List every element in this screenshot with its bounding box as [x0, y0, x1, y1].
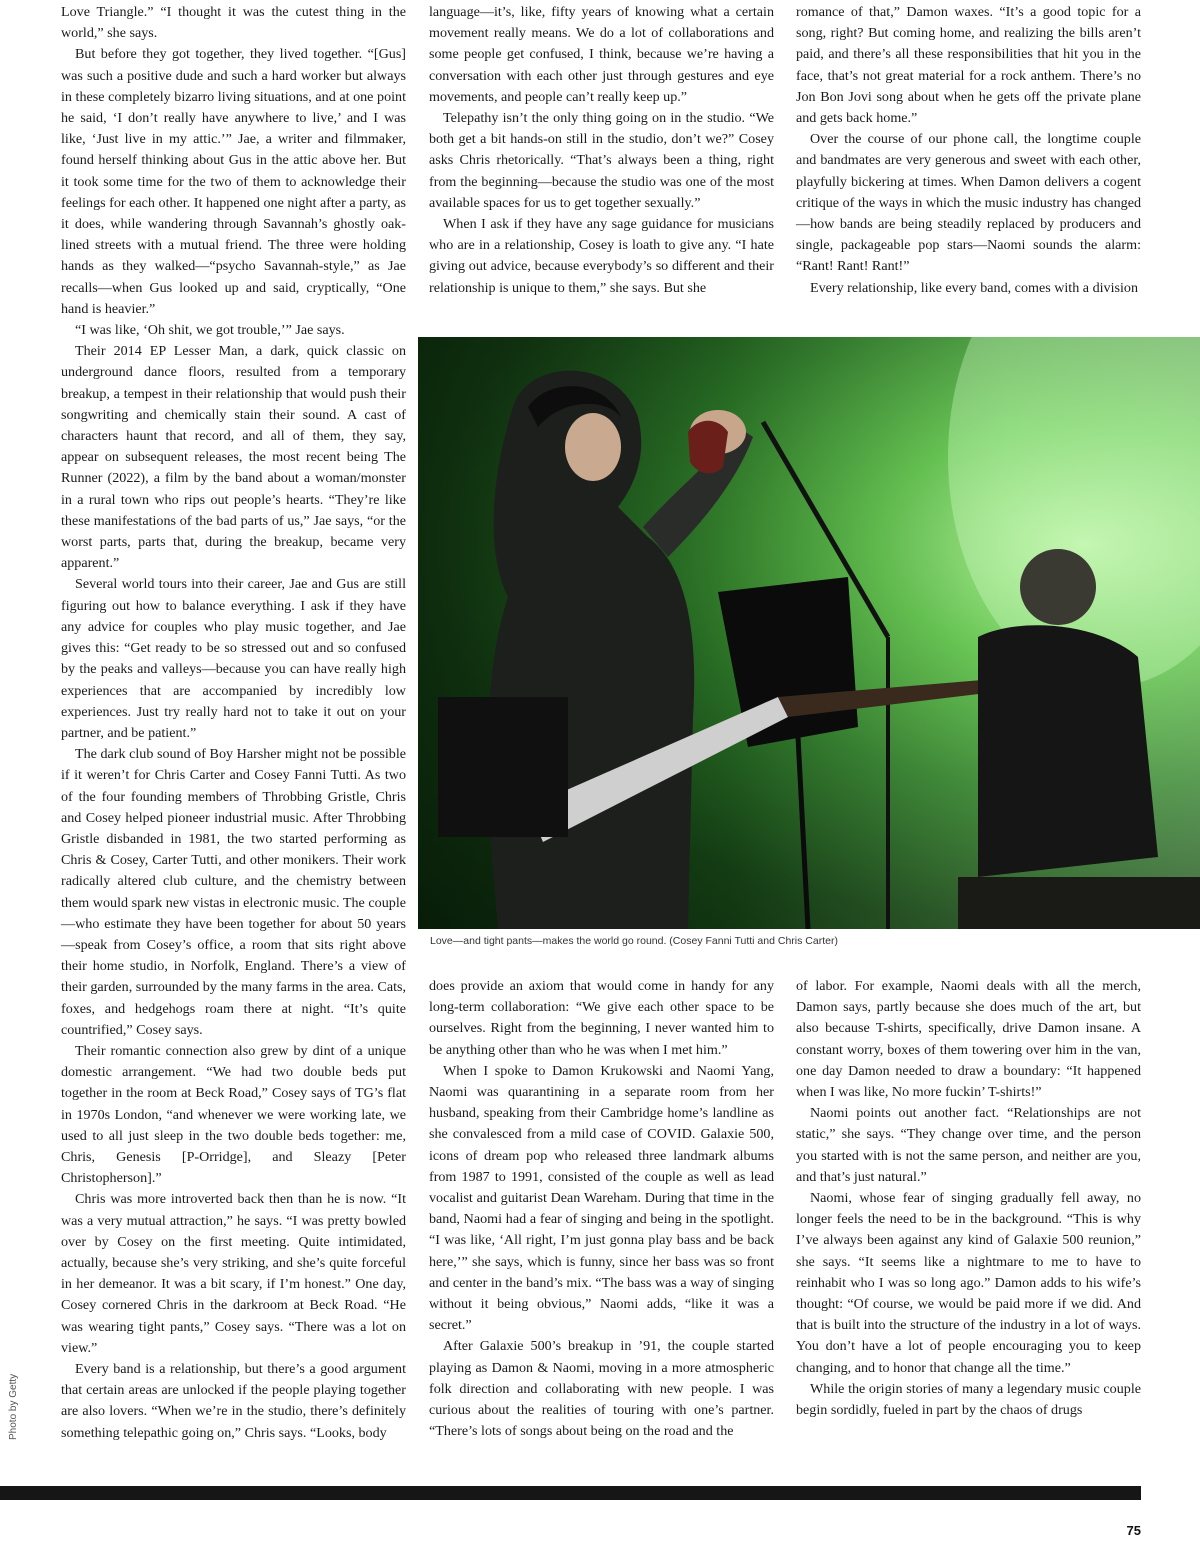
paragraph: While the origin stories of many a legendary music couple begin sordidly, fueled in part by the chaos of drugs — [796, 1380, 1141, 1419]
keyboardist-head — [1020, 549, 1096, 625]
column-2-bottom — [429, 976, 774, 1442]
amplifier — [438, 697, 568, 837]
paragraph: When I spoke to Damon Krukowski and Naomi Yang, Naomi was quarantining in a separate room from her husband, speaking from their Cambridge home’s landline as she convalesced from a mild case of COVID. Galaxie 500, icons of dream pop who released three landmark albums from 1987 to 1991, consisted of the couple as well as lead vocalist and guitarist Dean Wareham. During that time in the band, Naomi had a fear of singing and being in the spotlight. “I was like, ‘All right, I’m just gonna play bass and be back here,’” she says, which is funny, since her bass was so front and center in the band’s mix. “The bass was a way of singing without it being obvious,” Naomi adds, “like it was a secret.” — [429, 1062, 774, 1334]
photo-caption: Love—and tight pants—makes the world go round. (Cosey Fanni Tutti and Chris Carter) — [430, 935, 838, 947]
paragraph: Every band is a relationship, but there’s a good argument that certain areas are unlocked if the people playing together are also lovers. “When we’re in the studio, there’s definitely something telepathic going on,” Chris says. “Looks, body — [61, 1361, 406, 1441]
paragraph: does provide an axiom that would come in handy for any long-term collaboration: “We give each other space to be ourselves. Right from the beginning, I never wanted him to be anything other than who he was when I met him.” — [429, 978, 774, 1058]
page-number: 75 — [1126, 1523, 1141, 1538]
paragraph: Naomi points out another fact. “Relationships are not static,” she says. “They change over time, and the person you started with is not the same person, and neither are you, and that’s just natural.” — [796, 1105, 1141, 1185]
paragraph: “I was like, ‘Oh shit, we got trouble,’” Jae says. — [75, 322, 345, 339]
paragraph: Their 2014 EP Lesser Man, a dark, quick classic on underground dance floors, resulted from a temporary breakup, a tempest in their relationship that would push their songwriting and chemically stain their sound. A cast of characters haunt that record, and all of them, they say, appear on subsequent releases, the most recent being The Runner (2022), a film by the band about a woman/monster in a rural town who rips out people’s hearts. “They’re like these manifestations of the bad parts of us,” Jae says, “or the worst parts, parts that, during the breakup, became very apparent.” — [61, 343, 406, 572]
paragraph: Over the course of our phone call, the longtime couple and bandmates are very generous and sweet with each other, playfully bickering at times. When Damon delivers a cogent critique of the ways in which the music industry has changed—how bands are being steadily replaced by producers and single, packageable pop stars—Naomi sounds the alarm: “Rant! Rant! Rant!” — [796, 131, 1141, 275]
paragraph: Their romantic connection also grew by dint of a unique domestic arrangement. “We had two double beds put together in the room at Beck Road,” Cosey says of TG’s flat in 1970s London, “and whenever we were working late, we used to all just sleep in the two double beds together: me, Chris, Genesis [P-Orridge], and Sleazy [Peter Christopherson].” — [61, 1042, 406, 1187]
paragraph: Every relationship, like every band, comes with a division — [810, 279, 1138, 296]
performers-illustration — [418, 337, 1200, 929]
column-2-top — [429, 2, 774, 299]
paragraph: romance of that,” Damon waxes. “It’s a good topic for a song, right? But coming home, and realizing the bills aren’t paid, and there’s all these responsibilities that hit you in the face, that’s not great material for a rock anthem. There’s no Jon Bon Jovi song about when he gets off the private plane and gets back home.” — [796, 4, 1141, 127]
paragraph: After Galaxie 500’s breakup in ’91, the couple started playing as Damon & Naomi, moving in a more atmospheric folk direction and collaborating with new people. I was curious about the realities of touring with one’s partner. “There’s lots of songs about being on the road and the — [429, 1338, 774, 1440]
paragraph: Chris was more introverted back then than he is now. “It was a very mutual attraction,” he says. “I was pretty bowled over by Cosey on the first meeting. Quite intimidated, actually, because she’s very striking, and she’s quite forceful in her demeanor. It was a bit scary, if I’m honest.” One day, Cosey cornered Chris in the darkroom at Beck Road. “He was wearing tight pants,” Cosey says. “There was a lot on view.” — [61, 1191, 406, 1356]
paragraph: Naomi, whose fear of singing gradually fell away, no longer feels the need to be in the background. “This is why I’ve always been against any kind of Galaxie 500 reunion,” she says. “It seems like a nightmare to me to have to reinhabit who I was so long ago.” Damon adds to his wife’s thought: “Of course, we would be paid more if we did. And that is built into the structure of the industry in a lot of ways. You don’t have a lot of people encouraging you to keep changing, and to honor that change all the time.” — [796, 1190, 1141, 1376]
synth-table — [958, 877, 1200, 929]
pocket-trumpet — [688, 421, 728, 474]
column-3-top — [796, 2, 1141, 299]
paragraph: When I ask if they have any sage guidance for musicians who are in a relationship, Cosey is loath to give any. “I hate giving out advice, because everybody’s so different and their relationship is unique to them,” she says. But she — [429, 216, 774, 296]
keyboardist-figure — [978, 625, 1158, 877]
paragraph: Love Triangle.” “I thought it was the cutest thing in the world,” she says. — [61, 4, 406, 42]
paragraph: Telepathy isn’t the only thing going on in the studio. “We both get a bit hands-on still in the studio, don’t we?” Cosey asks Chris rhetorically. “That’s always been a thing, right from the beginning—because the studio was one of the most available spaces for us to get together sexually.” — [429, 110, 774, 211]
paragraph: The dark club sound of Boy Harsher might not be possible if it weren’t for Chris Carter and Cosey Fanni Tutti. As two of the four founding members of Throbbing Gristle, Chris and Cosey helped pioneer industrial music. After Throbbing Gristle disbanded in 1981, the two started performing as Chris & Cosey, Carter Tutti, and other monikers. Their work radically altered club culture, and the chemistry between them would spark new vistas in electronic music. The couple—who estimate they have been together for about 50 years—speak from Cosey’s office, a room that sits right above their home studio, in Norfolk, England. There’s a view of their garden, surrounded by the many farms in the area. Cats, foxes, and hedgehogs roam there at night. “It’s quite countrified,” Cosey says. — [61, 746, 406, 1038]
column-1 — [61, 2, 406, 1444]
column-3-bottom — [796, 976, 1141, 1421]
footer-rule — [0, 1486, 1141, 1500]
paragraph: language—it’s, like, fifty years of knowing what a certain movement really means. We do a lot of collaborations and some people get confused, I think, because we’re having a conversation with each other just through gestures and eye movements, and people can’t really keep up.” — [429, 4, 774, 105]
paragraph: But before they got together, they lived together. “[Gus] was such a positive dude and such a hard worker but always in these completely bizarro living situations, and at one point he said, ‘I don’t really have anywhere to live,’ and I was like, ‘Just live in my attic.’” Jae, a writer and filmmaker, found herself thinking about Gus in the attic above her. But it took some time for the two of them to acknowledge their feelings for each other. It happened one night after a party, as it does, while wandering through Savannah’s ghostly oak-lined streets with a mutual friend. The three were holding hands as they walked—“psycho Savannah-style,” as Jae recalls—when Gus looked up and said, cryptically, “One hand is heavier.” — [61, 46, 406, 317]
singer-face — [565, 413, 621, 481]
paragraph: of labor. For example, Naomi deals with all the merch, Damon says, partly because she does much of the art, but also because T-shirts, specifically, drive Damon insane. A constant worry, boxes of them towering over him in the van, one day Damon needed to draw a boundary: “It happened when I was like, No more fuckin’ T-shirts!” — [796, 978, 1141, 1101]
paragraph: Several world tours into their career, Jae and Gus are still figuring out how to balance everything. I ask if they have any advice for couples who play music together, and Jae gives this: “Get ready to be so stressed out and so confused by the peaks and valleys—because you can have really high experiences that are accompanied by incredibly low experiences. Just try really hard not to take it out on your partner, and be patient.” — [61, 576, 406, 741]
concert-photo — [418, 337, 1200, 929]
photo-credit: Photo by Getty — [8, 1373, 19, 1440]
